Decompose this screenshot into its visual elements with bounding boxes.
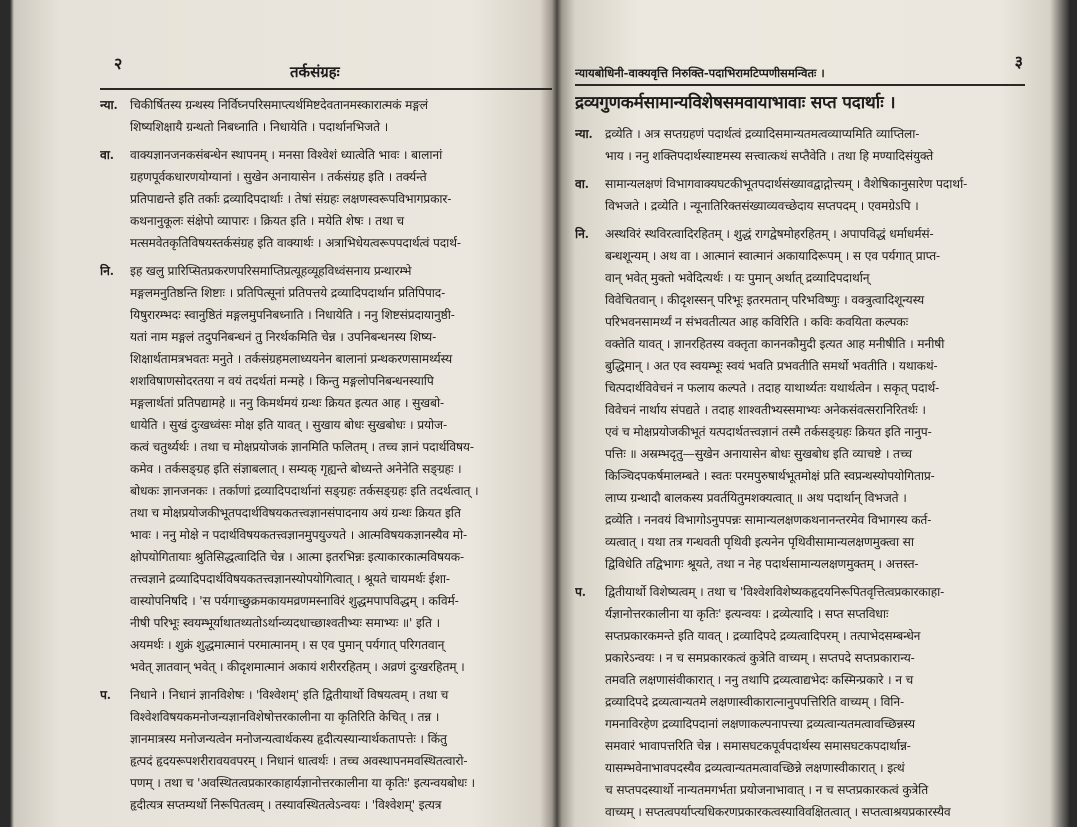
text-line [100,502,552,524]
header-rule [100,88,552,90]
line-text: इह खलु प्रारिप्सितप्रकरणपरिसमाप्तिप्रत्यूहव्यूहविध्वंसनाय प्रन्थारम्भे [130,264,412,278]
text-line [100,480,552,502]
text-line [100,282,552,304]
line-text: वाच्यम् । सप्तत्वपर्याप्त्यधिकरणप्रकारकत्वस्याविवक्षितत्वात् । सप्तत्वाश्रयप्रकारस्यैव [605,805,951,819]
text-line [575,669,1025,691]
text-line [575,801,1025,823]
line-text: द्विविधेति तद्विभागः श्रूयते, तथा न नेह पदार्थसामान्यलक्षणमुक्तम् । अत्तस्त- [605,557,919,571]
text-line [100,750,552,772]
line-text: द्रव्येति । अत्र सप्तग्रहणं पदार्थत्वं द्रव्यादिसमान्यतमत्वव्याप्यमिति व्याप्तिला- [605,127,920,141]
page-number: २ [114,54,123,73]
commentary-label: प. [100,688,111,702]
line-text: मङ्गलार्थतां प्रतिपद्यामहे ॥ ननु किमर्थमयं ग्रन्थः क्रियत इत्यत आह । सुखबो- [130,396,444,410]
text-line [100,348,552,370]
text-line [100,94,552,116]
line-text: बन्धशून्यम् । अथ वा । आत्मानं स्वात्मानं अकायादिरूपम् । स एव पर्यगात् प्राप्त- [605,249,941,263]
text-line [100,414,552,436]
line-text: अयमर्थः । शुक्रं शुद्धमात्मानं परमात्मानम् । स एव पुमान् पर्यगात् परिगतवान् [130,638,445,652]
line-text: द्वितीयार्थो विशेष्यत्वम् । तथा च 'विश्वेशविशेष्यकहृदयनिरूपितवृत्तित्वप्रकारकाहा- [605,585,945,599]
line-text: यतां नाम मङ्गलं तदुपनिबन्धनं तु निरर्थकमिति चेन्न । उपनिबन्धनस्य शिष्य- [130,330,437,344]
line-text: वास्योपनिषदि । 'स पर्यगाच्छुक्रमकायमव्रणमस्नाविरं शुद्धमपापविद्धम् । कविर्म- [130,594,459,608]
text-line [100,392,552,414]
commentary-label: नि. [100,264,114,278]
text-line [100,188,552,210]
line-text: मत्समवेतकृतिविषयस्तर्कसंग्रह इति वाक्यार्थः । अत्राभिधेयत्वरूपपदार्थत्वं पदार्थ- [130,236,461,250]
text-line [575,713,1025,735]
line-text: कमेव । तर्कसङ्ग्रह इति संज्ञाबलात् । सम्यक् गृह्यन्ते बोध्यन्ते अनेनेति सङ्ग्रहः । [130,462,462,476]
line-text: पणम् । तथा च 'अवस्थितत्वप्रकारकाहार्यज्ञानोत्तरकालीना या कृतिः' इत्यन्वयबोधः । [130,776,475,790]
running-title: तर्कसंग्रहः [290,63,340,81]
line-text: द्रव्येति । ननवयं विभागोऽनुपपन्नः सामान्यलक्षणकथनानन्तरमेव विभागस्य कर्त- [605,513,932,527]
commentary-label: नि. [575,227,589,241]
line-text: वान् भवेत् मुक्तो भवेदित्यर्थः । यः पुमान् अर्थात् द्रव्यादिपदार्थान् [605,271,870,285]
line-text: भाय । ननु शक्तिपदार्थस्याष्टमस्य सत्त्वात्कथं सप्तैवेति । तथा हि मण्यादिसंयुक्ते [605,149,934,163]
line-text: एवं च मोक्षप्रयोजकीभूतं यत्पदार्थतत्त्वज्ञानं तस्मै तर्कसङ्ग्रहः क्रियत इति नानुप- [605,425,932,439]
line-text: चित्पदार्थविवेचनं न फलाय कल्पते । तदाह याथार्थ्यतः यथार्थत्वेन । सकृत् पदार्थ- [605,381,940,395]
line-text: शिक्षार्थतामत्रभवतः मनुते । तर्कसंग्रहमलाध्ययनेन बालानां प्रन्थकरणसामर्थ्यस्य [130,352,453,366]
line-text: हृत्पदं हृदयरूपशरीरावयवपरम् । निधानं धात्वर्थः । तच्च अवस्थापनमवस्थितत्वारो- [130,754,468,768]
line-text: तत्त्वज्ञाने द्रव्यादिपदार्थविषयकतत्त्वज्ञानस्योपयोगित्वात् । श्रूयते चायमर्थः ईशा- [130,572,450,586]
text-line [100,458,552,480]
line-text: पत्तिः ॥ अस्रम्भदृतु—सुखेन अनायासेन बोधः सुखबोध इति व्याचष्टे । तच्च [605,447,912,461]
text-line [575,465,1025,487]
text-line [575,625,1025,647]
text-line [575,647,1025,669]
text-line [575,603,1025,625]
line-text: वाक्यज्ञानजनकसंबन्धेन स्थापनम् । मनसा विश्वेशं ध्यात्वेति भावः । बालानां [130,148,443,162]
text-line [100,590,552,612]
text-line [100,634,552,656]
line-text: द्रव्यादिपदे द्रव्यत्वान्यतमे लक्षणास्वीकारात्नानुपपत्तिरिति वाच्यम् । विनि- [605,695,904,709]
commentary-label: न्या. [575,127,593,141]
running-title: न्यायबोधिनी-वाक्यवृत्ति निरुक्ति-पदाभिरामटिप्पणीसमन्वितः । [575,66,825,80]
text-line [100,304,552,326]
text-line [100,116,552,138]
text-line [100,210,552,232]
text-line [100,144,552,166]
right-page-header [575,50,1025,84]
line-text: किञ्चिदपकर्षमालम्बते । स्वतः परमपुरुषार्थभूतमोक्षं प्रति स्वप्रन्थस्योपयोगिताप्र- [605,469,935,483]
text-line [575,289,1025,311]
left-page-body [100,94,552,816]
text-line [575,245,1025,267]
text-line [100,546,552,568]
text-line [100,524,552,546]
right-page-body [575,123,1025,823]
text-line [575,443,1025,465]
line-text: विवेचितवान् । कीदृशस्सन् परिभूः इतरमतान् परिभविष्णुः । वक्त्रुत्वादिशून्यस्य [605,293,925,307]
commentary-label: प. [575,585,586,599]
text-line [575,757,1025,779]
text-line [100,568,552,590]
text-line [575,553,1025,575]
line-text: हृदीत्यत्र सप्तम्यर्थो निरूपितत्वम् । तस्यावस्थितत्वेऽन्वयः । 'विश्वेशम्' इत्यत्र [130,798,442,812]
text-line [575,691,1025,713]
line-text: प्रकारेऽन्वयः । न च समप्रकारकत्वं कुत्रेति वाच्यम् । सप्तपदे सप्तप्रकारान्य- [605,651,915,665]
line-text: क्षोपयोगितायाः श्रुतिसिद्धत्वादिति चेन्न । आत्मा इतरभिन्नः इत्याकारकात्मविषयक- [130,550,464,564]
line-text: विवेचनं नार्थाय संपद्यते । तदाह शाश्वतीभ्यस्समाभ्यः अनेकसंवत्सरानिरितर्थः । [605,403,926,417]
text-line [100,706,552,728]
line-text: ग्रहणपूर्वकधारणयोग्यानां । सुखेन अनायासेन । तर्कसंग्रह इति । तर्क्यन्ते [130,170,427,184]
text-line [100,728,552,750]
text-line [575,531,1025,553]
left-page [100,0,552,827]
text-line [100,260,552,282]
text-line [100,684,552,706]
line-text: लाप्य ग्रन्थादौ बालकस्य प्रवर्तयितुमशक्यत्वात् ॥ अथ पदार्थान् विभजते । [605,491,907,505]
text-line [575,509,1025,531]
line-text: विश्वेशविषयकमनोजन्यज्ञानविशेषोत्तरकालीना या कृतिरिति केचित् । तन्न । [130,710,440,724]
text-line [575,333,1025,355]
text-line [100,612,552,634]
line-text: शशविषाणसोदरतया न वयं तदर्थतां मन्महे । किन्तु मङ्गलोपनिबन्धनस्यापि [130,374,434,388]
text-line [100,232,552,254]
line-text: परिभवनसामर्थ्यं न संभवतीत्यत आह कविरिति । कविः कवयिता कल्पकः [605,315,909,329]
text-line [575,377,1025,399]
line-text: बोधकः ज्ञानजनकः । तर्काणां द्रव्यादिपदार्थानां सङ्ग्रहः तर्कसङ्ग्रहः इति तदर्थत्वात् । [130,484,479,498]
text-line [575,421,1025,443]
commentary-label: न्या. [100,98,118,112]
text-line [575,735,1025,757]
line-text: अस्थविरं स्थविरत्वादिरहितम् । शुद्धं रागद्वेषमोहरहितम् । अपापविद्धं धर्माधर्मसं- [605,227,934,241]
line-text: यिषुरारम्भदः स्वानुष्ठितं मङ्गलमुपनिबध्नाति । निधायेति । ननु शिष्टसंप्रदायानुष्ठी- [130,308,455,322]
text-line [575,195,1025,217]
line-text: भावः । ननु मोक्षे न पदार्थविषयकतत्त्वज्ञानमुपयुज्यते । आत्मविषयकज्ञानस्यैव मो- [130,528,467,542]
text-line [575,311,1025,333]
text-line [100,436,552,458]
line-text: सप्तप्रकारकमन्ते इति यावत् । द्रव्यादिपदे द्रव्यत्वादिपरम् । तत्पाभेदसम्बन्धेन [605,629,921,643]
line-text: शिष्यशिक्षायै ग्रन्थतो निबध्नाति । निधायेति । पदार्थानभिजते । [130,120,389,134]
line-text: चिकीर्षितस्य ग्रन्थस्य निर्विघ्नपरिसमाप्त्यर्थमिष्टदेवतानमस्कारात्मकं मङ्गलं [130,98,428,112]
line-text: कत्वं चतुर्थ्यर्थः । तथा च मोक्षप्रयोजकं ज्ञानमिति फलितम् । तच्च ज्ञानं पदार्थविषय- [130,440,474,454]
line-text: बुद्धिमान् । अत एव स्वयम्भूः स्वयं भवति प्रभवतीति समर्थो भवतीति । यथाकथं- [605,359,938,373]
line-text: भवेत् ज्ञातवान् भवेत् । कीदृशमात्मानं अकायं शरीररहितम् । अव्रणं दुःखरहितम् । [130,660,465,674]
line-text: प्रतिपाद्यन्ते इति तर्काः द्रव्यादिपदार्थाः । तेषां संग्रहः लक्षणस्वरूपविभागप्रकार- [130,192,452,206]
sutra-heading: द्रव्यगुणकर्मसामान्यविशेषसमवायाभावाः सप्त पदार्थाः । [575,93,896,113]
text-line [575,123,1025,145]
text-line [575,487,1025,509]
text-line [100,370,552,392]
line-text: यासम्भवेनाभावपदस्यैव द्रव्यत्वान्यतमत्वावच्छिन्ने लक्षणास्वीकारात् । इत्थं [605,761,905,775]
line-text: सामान्यलक्षणं विभागवाक्यघटकीभूतपदार्थसंख्यावद्वाद्गोत्त्यम् । वैशेषिकानुसारेण पदार्था- [605,177,968,191]
commentary-label: वा. [100,148,114,162]
line-text: गमनाविरहेण द्रव्यादिपदानां लक्षणाकल्पनापत्त्या द्रव्यत्वान्यतमत्वावच्छिन्नस्य [605,717,915,731]
text-line [100,772,552,794]
line-text: ज्ञानमात्रस्य मनोजन्यत्वेन मनोजन्यत्वार्थकस्य हृदीत्यस्यान्यार्थकतापत्तेः । किंतु [130,732,447,746]
line-text: निधाने । निधानं ज्ञानविशेषः । 'विश्वेशम्' इति द्वितीयार्थो विषयत्वम् । तथा च [130,688,449,702]
line-text: विभजते । द्रव्येति । न्यूनातिरिक्तसंख्याव्यवच्छेदाय सप्तपदम् । एवमग्रेऽपि । [605,199,919,213]
line-text: नीषी परिभूः स्वयम्भूर्याथातथ्यतोऽर्थान्व्यदधाच्छाश्वतीभ्यः समाभ्यः ॥' इति । [130,616,440,630]
text-line [575,581,1025,603]
line-text: धायेति । सुखं दुःखध्वंसः मोक्ष इति यावत् । सुखाय बोधः सुखबोधः । प्रयोज- [130,418,447,432]
line-text: च सप्तपदस्यार्थो नान्यतमगर्भता प्रयोजनाभावात् । न च सप्तप्रकारकत्वं कुत्रेति [605,783,929,797]
left-page-header [100,52,552,86]
text-line [575,223,1025,245]
line-text: व्यत्वात् । यथा तत्र गन्धवती पृथिवी इत्यनेन पृथिवीसामान्यलक्षणमुक्त्वा सा [605,535,914,549]
line-text: वक्तेति यावत् । ज्ञानरहितस्य वक्तृता काननकौमुदी इत्यत आह मनीषीति । मनीषी [605,337,945,351]
text-line [575,173,1025,195]
text-line [100,166,552,188]
commentary-label: वा. [575,177,589,191]
right-page [575,0,1025,827]
line-text: तमवति लक्षणासंवीकारात् । ननु तथापि द्रव्यत्वाद्यभेदः कस्मिन्प्रकारे । न च [605,673,914,687]
text-line [100,326,552,348]
text-line [575,267,1025,289]
line-text: कथनानुकूलः संक्षेपो व्यापारः । क्रियत इति । मयेति शेषः । तथा च [130,214,405,228]
line-text: मङ्गलमनुतिष्ठन्ति शिष्टाः । प्रतिपित्सूनां प्रतिपत्तये द्रव्यादिपदार्थान प्रतिपिपाद- [130,286,446,300]
text-line [575,779,1025,801]
line-text: तथा च मोक्षप्रयोजकीभूतपदार्थविषयकतत्त्वज्ञानसंपादनाय अयं ग्रन्थः क्रियत इति [130,506,461,520]
line-text: र्यज्ञानोत्तरकालीना या कृतिः' इत्यन्वयः । द्रव्येत्यादि । सप्त सप्तविधाः [605,607,889,621]
header-rule [575,84,1025,86]
text-line [575,355,1025,377]
text-line [575,399,1025,421]
text-line [575,145,1025,167]
text-line [100,656,552,678]
line-text: समवारं भावापत्तरिति चेन्न । समासघटकपूर्वपदार्थस्य समासघटकपदार्थान्न- [605,739,911,753]
page-number: ३ [1014,52,1023,71]
text-line [100,794,552,816]
